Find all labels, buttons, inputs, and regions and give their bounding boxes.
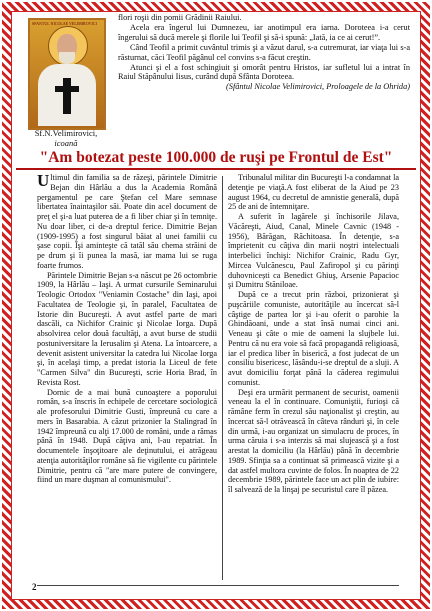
top-p4: Atunci şi el a fost schingiuit şi omorât pentru Hristos, iar sufletul lui a intrat în Raiul Stăpânului Iisus, curând după Sfânta Doroteea.	[118, 62, 410, 82]
article-column-2	[228, 173, 399, 495]
saint-icon-image	[28, 18, 106, 130]
col2-p2: A suferit în lagărele şi închisorile Jilava, Văcăreşti, Aiud, Canal, Minele Cavnic (1948 - 1956), Bărăgan, Răchitoasa. În detenţie, s-a împrietenit cu câţiva din marii noştri intelectuali interbelici închişi: Nichifor Crainic, Radu Gyr, Mircea Vulcănescu, Paul Zafiropol şi cu părinţi duhovnicești ca Benedict Ghiuş, Arsenie Papacioc şi Dumitru Stăniloae.	[228, 212, 399, 290]
col1-p3: Dornic de a mai bună cunoaştere a poporului român, s-a înscris în echipele de cercetare sociologică ale profesorului Dimitrie Gusti, împreună cu care a mers în Basarabia. A căzut prizonier la Stalingrad în 1942 împreună cu alţi 17.000 de români, unde a rămas până în 1948. După căţiva ani, l-au repatriat. În documentele înşoţitoare ale deţinutului, ei atrăgeau atenţia autorităţilor române să fie vigilente cu părintele Dimitrie, pentru că "are mare putere de convingere, fiind un mare duşman al comunismului".	[37, 387, 217, 485]
cross-bar	[55, 86, 79, 92]
top-p1: flori roşii din pomii Grădinii Raiului.	[118, 13, 242, 22]
top-signature: (Sfântul Nicolae Velimirovici, Proloagele de la Ohrida)	[226, 82, 410, 92]
page-number: 2	[32, 582, 37, 592]
col1-p1: Ultimul din familia sa de răzeşi, părintele Dimitrie Bejan din Hârlău a dus la Academia Română pergamentul pe care Ştefan cel Mare semnase libertatea înaintaşilor săi. Poate din acel document de preţ el şi-a luat puterea de a fi liber chiar şi în temniţe. Nu doar liber, ci de-a dreptul ferice. Dimitrie Bejan (1909-1995) a fost singurul băiat al unei familii cu şase copii. Îşi aminteşte că tatăl său chema străini de pe drum şi îi punea la masă, iar mama lui se ruga foarte frumos.	[37, 171, 217, 270]
headline-rule	[16, 168, 416, 170]
top-p2: Acela era îngerul lui Dumnezeu, iar anotimpul era iarna. Doroteea i-a cerut îngerului să ducă merele şi florile lui Teofil şi să-i spună: „Iată, ia ce ai cerut!”.	[118, 22, 410, 42]
top-p3: Când Teofil a primit cuvântul trimis şi a văzut darul, s-a cutremurat, iar viaţa lui s-a răsturnat, căci Teofil păgânul cel convins s-a făcut creştin.	[118, 42, 410, 62]
col1-p2: Părintele Dimitrie Bejan s-a născut pe 26 octombrie 1909, la Hârlău – Iaşi. A urmat cursurile Seminarului Teologic Ortodox "Veniamin Costache" din Iaşi, apoi Facultatea de Teologie şi, în paralel, Facultatea de Istorie din Bucureşti. A avut astfel parte de mari dascăli, ca Nichifor Crainic şi Nicolae Iorga. După absolvirea celor două facultăţi, a avut burse de studii postuniversitare la Ierusalim şi Atena. La întoarcere, a devenit asistent universitar la catedra lui Nicolae Iorga şi, în acelaşi timp, a predat istoria la Liceul de fete "Carmen Silva" din Bucureşti, scrie Horia Brad, în Revista Rost.	[37, 270, 217, 387]
icon-label: SFANTUL NICOLAE VELIMIROVICI	[32, 21, 97, 26]
article-column-1	[37, 173, 217, 485]
top-story	[118, 13, 410, 92]
caption-line2: icoană	[54, 138, 78, 148]
image-caption	[20, 128, 112, 148]
drop-cap: U	[37, 171, 50, 190]
bottom-rule	[37, 585, 399, 586]
beard	[59, 52, 75, 64]
article-headline: "Am botezat peste 100.000 de ruşi pe Frontul de Est"	[39, 149, 393, 166]
caption-line1: Sf.N.Velimirovici,	[34, 128, 98, 138]
col2-p4: Deşi era urmărit permanent de securist, oamenii veneau la el în continuare. Comuniştii, furioşi că rămâne ferm în crezul său naţionalist şi creştin, au încercat să-l otrăvească în câteva rânduri şi, în cele din urmă, i-au organizat un simulacru de proces, în urma căruia i s-a interzis să mai slujească şi a fost arestat la domiciliu (la Hârlău) până în decembrie 1989. Sfinţia sa a continuat să primească vizite şi a dat astfel multora cuvinte de folos. În noaptea de 22 decembrie 1989, părintele face un act plin de iubire: îl salvează de la linşaj pe securistul care îl păzea.	[228, 387, 399, 494]
col2-p3: După ce a trecut prin război, prizonierat şi puşcăriile comuniste, autorităţile au încercat să-l câştige de partea lor şi i-au oferit o parohie la Ghindăoani, unde a stat însă numai cinci ani. Veneau şi câte o mie de oameni la slujbele lui. Pentru că nu era voie să facă propagandă religioasă, iar el predica liber în biserică, a fost judecat de un consiliu bisericesc, lăsându-i-se dreptul de a sluji. A avut domiciliu forţat până la căderea regimului comunist.	[228, 290, 399, 387]
cross-icon	[63, 78, 71, 114]
column-divider	[222, 176, 223, 580]
col2-p1: Tribunalul militar din Bucureşti l-a condamnat la detenţie pe viaţă.A fost eliberat de la Aiud pe 23 august 1964, cu decretul de amnistie generală, după 25 de ani de întemniţare.	[228, 173, 399, 212]
